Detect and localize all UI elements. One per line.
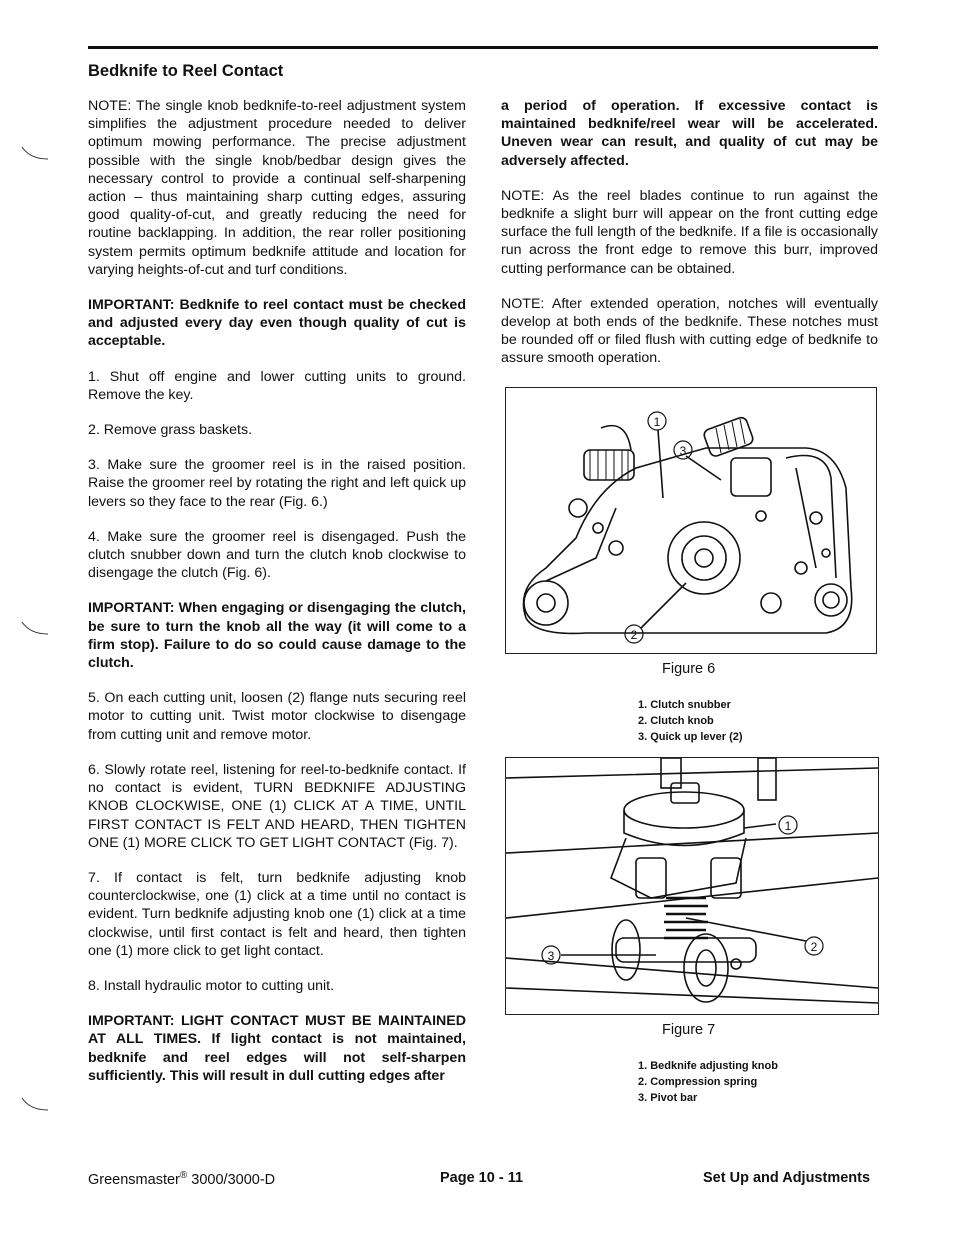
footer-model-number: 3000/3000-D <box>187 1171 276 1188</box>
header-rule <box>88 46 878 49</box>
registered-mark: ® <box>179 1170 188 1181</box>
left-column <box>88 97 466 1102</box>
step-5: 5. On each cutting unit, loosen (2) flange nuts securing reel motor to cutting unit. Twist motor clockwise to disengage from cutting unit and remove motor. <box>88 690 466 743</box>
legend-item: 1. Clutch snubber <box>638 699 731 711</box>
figure-6-illustration <box>505 387 877 654</box>
step-8: 8. Install hydraulic motor to cutting unit. <box>88 977 335 994</box>
step-4: 4. Make sure the groomer reel is disengaged. Push the clutch snubber down and turn the clutch knob clockwise to disengage the clutch (Fig. 6). <box>88 528 466 582</box>
section-name: Set Up and Adjustments <box>703 1170 871 1186</box>
callout-label: 1 <box>784 819 792 833</box>
figure-7-illustration <box>505 757 879 1015</box>
callout-label: 3 <box>547 949 555 963</box>
right-column <box>501 97 878 385</box>
step-1: 1. Shut off engine and lower cutting units to ground. Remove the key. <box>88 368 466 403</box>
figure-6-legend <box>638 697 743 745</box>
callout-label: 2 <box>810 940 818 954</box>
step-3: 3. Make sure the groomer reel is in the raised position. Raise the groomer reel by rotating the right and left quick up levers so they face to the rear (Fig. 6.) <box>88 457 466 510</box>
footer-brand: Greensmaster <box>88 1171 180 1188</box>
step-7: 7. If contact is felt, turn bedknife adjusting knob counterclockwise, one (1) click at a time until no contact is evident. Turn bedknife adjusting knob one (1) click at a time clockwise, until first contact is felt and heard, then tighten one (1) more click to get light contact. <box>88 869 466 959</box>
legend-item: 2. Clutch knob <box>638 715 714 727</box>
legend-item: 1. Bedknife adjusting knob <box>638 1060 778 1072</box>
figure-7-caption: Figure 7 <box>662 1022 716 1038</box>
important-paragraph: IMPORTANT: When engaging or disengaging the clutch, be sure to turn the knob all the way (it will come to a firm stop). Failure to do so could cause damage to the clutch. <box>88 600 466 672</box>
important-paragraph: IMPORTANT: LIGHT CONTACT MUST BE MAINTAINED AT ALL TIMES. If light contact is not maintained, bedknife and reel edges will not self-sharpen sufficiently. This will result in dull cutting edges after <box>88 1013 466 1084</box>
note-paragraph: NOTE: The single knob bedknife-to-reel adjustment system simplifies the adjustment procedure needed to deliver optimum mowing performance. The precise adjustment possible with the single knob/bedbar design gives the necessary control to provide a continual self-sharpening action – thus maintaining sharp cutting edges, assuring good quality-of-cut, and greatly reducing the need for routine backlapping. In addition, the rear roller positioning system permits optimum bedknife attitude and location for varying heights-of-cut and turf conditions. <box>88 98 466 278</box>
legend-item: 3. Pivot bar <box>638 1092 698 1104</box>
footer-model <box>88 1170 275 1188</box>
step-6: 6. Slowly rotate reel, listening for reel-to-bedknife contact. If no contact is evident, TURN BEDKNIFE ADJUSTING KNOB CLOCKWISE, ONE (1) CLICK AT A TIME, UNTIL FIRST CONTACT IS FELT AND HEARD, THEN TIGHTEN ONE (1) MORE CLICK TO GET LIGHT CONTACT (Fig. 7). <box>88 761 466 851</box>
legend-item: 3. Quick up lever (2) <box>638 731 743 743</box>
callout-label: 3 <box>679 444 687 458</box>
important-paragraph: IMPORTANT: Bedknife to reel contact must be checked and adjusted every day even though quality of cut is acceptable. <box>88 297 466 350</box>
note-paragraph: NOTE: After extended operation, notches will eventually develop at both ends of the bedknife. These notches must be rounded off or filed flush with cutting edge of bedknife to assure smooth operation. <box>501 295 878 367</box>
section-heading: Bedknife to Reel Contact <box>88 62 284 80</box>
note-paragraph: NOTE: As the reel blades continue to run against the bedknife a slight burr will appear on the front cutting edge surface the full length of the bedknife. If a file is occasionally run across the front edge to remove this burr, improved cutting performance can be obtained. <box>501 187 878 277</box>
page-number: Page 10 - 11 <box>440 1170 524 1186</box>
step-2: 2. Remove grass baskets. <box>88 422 253 439</box>
callout-label: 1 <box>653 415 661 429</box>
important-continuation: a period of operation. If excessive contact is maintained bedknife/reel wear will be accelerated. Uneven wear can result, and quality of cut may be adversely affected. <box>501 98 878 169</box>
margin-mark-icon <box>20 620 50 636</box>
margin-mark-icon <box>20 145 50 161</box>
margin-mark-icon <box>20 1096 50 1112</box>
callout-label: 2 <box>630 628 638 642</box>
figure-7-legend <box>638 1058 778 1106</box>
legend-item: 2. Compression spring <box>638 1076 758 1088</box>
figure-6-caption: Figure 6 <box>662 661 716 677</box>
